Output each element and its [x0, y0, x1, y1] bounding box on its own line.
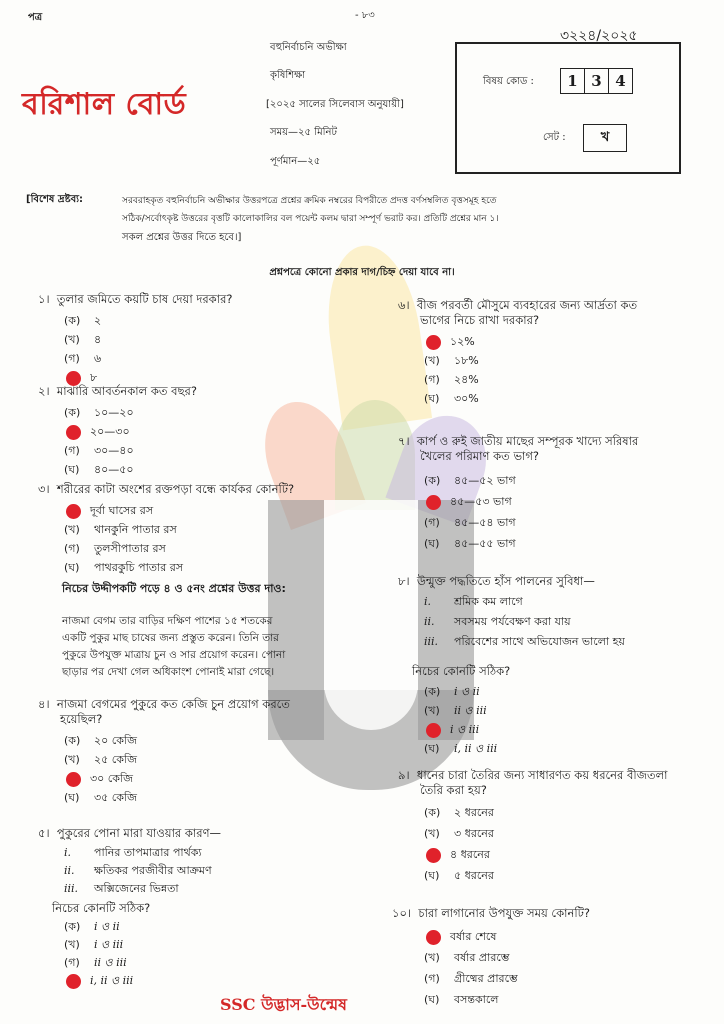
option [424, 989, 712, 1010]
statement-text: পানির তাপমাত্রার পার্থক্য [94, 846, 202, 859]
time: সময়—২৫ মিনিট [270, 127, 337, 138]
option-label: (ক) [64, 406, 81, 419]
answer-mark-icon [426, 495, 441, 510]
code-box [455, 42, 681, 174]
option-text: ৫ ধরনের [454, 869, 494, 882]
question-6 [398, 298, 708, 408]
option-text: ৪ [94, 333, 102, 346]
question-text: তৈরি করা হয়? [420, 783, 487, 797]
marks: পূর্ণমান—২৫ [270, 156, 321, 167]
answer-mark-icon [66, 974, 81, 989]
option-text: ২ [94, 314, 102, 327]
option-text: ৩৫ কেজি [94, 791, 137, 804]
option-text: ২০—৩০ [90, 425, 130, 438]
footer-brand: SSC উদ্ভাস-উন্মেষ [220, 995, 347, 1014]
question-text: পুকুরের পোনা মারা যাওয়ার কারণ— [56, 826, 222, 840]
option-label: (গ) [64, 444, 80, 457]
option [64, 750, 368, 769]
option-label: (খ) [424, 827, 440, 840]
option-text: ২০ কেজি [94, 734, 137, 747]
option [424, 533, 708, 554]
option [424, 512, 708, 533]
stimulus-line: ছাড়ার পর দেখা গেল অধিকাংশ পোনাই মারা গেছে। [62, 666, 275, 678]
option-text: ৩০% [454, 392, 479, 405]
option-text: গ্রীষ্মের প্রারম্ভে [454, 972, 518, 985]
question-10 [392, 906, 712, 1010]
option [424, 389, 708, 408]
board-title: বরিশাল বোর্ড [22, 87, 187, 122]
question-9 [398, 768, 708, 886]
option [424, 947, 712, 968]
option-text: ১০—২০ [94, 406, 134, 419]
answer-mark-icon [66, 772, 81, 787]
statement-roman: i. [424, 595, 432, 608]
option [64, 441, 348, 460]
option [424, 332, 708, 351]
option [424, 926, 712, 947]
option [424, 865, 708, 886]
option [424, 491, 708, 512]
question-text: উন্মুক্ত পদ্ধতিতে হাঁস পালনের সুবিধা— [416, 574, 595, 588]
option-text: ৮ [90, 371, 98, 384]
option-label: (ক) [424, 685, 441, 698]
option-label: (গ) [64, 542, 80, 555]
option [424, 470, 708, 491]
question-number: ৫। [38, 826, 50, 840]
answer-mark-icon [426, 335, 441, 350]
option [424, 968, 712, 989]
option-text: i ও ii [454, 685, 480, 698]
option [424, 701, 708, 720]
subject: কৃষিশিক্ষা [270, 70, 306, 81]
answer-mark-icon [426, 848, 441, 863]
question-text: মাঝারি আবর্তনকাল কত বছর? [56, 384, 197, 398]
question-4 [38, 697, 368, 807]
option-text: i ও iii [450, 723, 480, 736]
question-text: বীজ পরবর্তী মৌসুমে ব্যবহারের জন্য আর্দ্রতা কত [416, 298, 638, 312]
option-text: ৩ ধরনের [454, 827, 494, 840]
statement [424, 632, 708, 652]
option-text: ২ ধরনের [454, 806, 494, 819]
option-text: ১৮% [454, 354, 479, 367]
option-text: ৪ ধরনের [450, 848, 490, 861]
question-text: চারা লাগানোর উপযুক্ত সময় কোনটি? [418, 906, 591, 920]
question-text: ধানের চারা তৈরির জন্য সাধারণত কয় ধরনের বীজতলা [416, 768, 668, 782]
question-text: তুলার জমিতে কয়টি চাষ দেয়া দরকার? [56, 292, 233, 306]
option-text: ii ও iii [454, 704, 487, 717]
question-1 [38, 292, 348, 387]
option-label: (ক) [424, 474, 441, 487]
option-label: (ক) [64, 314, 81, 327]
statement [64, 880, 368, 898]
option-label: (খ) [64, 753, 80, 766]
option-text: বসন্তকালে [454, 993, 499, 1006]
code-digit: 1 [560, 68, 585, 94]
no-mark-note: প্রশ্নপত্রে কোনো প্রকার দাগ/চিহ্ন দেয়া যাবে না। [269, 267, 455, 278]
option-text: থানকুনি পাতার রস [94, 523, 177, 536]
option-label: (ঘ) [424, 869, 440, 882]
question-number: ৯। [398, 768, 410, 782]
statement [424, 612, 708, 632]
option [424, 370, 708, 389]
which-correct: নিচের কোনটি সঠিক? [412, 664, 511, 678]
option-label: (খ) [424, 354, 440, 367]
instructions-line: সরবরাহকৃত বহুনির্বাচনি অভীক্ষার উত্তরপত্রে প্রশ্নের ক্রমিক নম্বরের বিপরীতে প্রদত্ত বর্ণসম্বলিত বৃত্তসমূহ হতে [122, 196, 497, 206]
option [424, 720, 708, 739]
option [64, 731, 368, 750]
statement-roman: iii. [64, 882, 79, 895]
option-text: ৪৫—৫২ ভাগ [454, 474, 516, 487]
statement-roman: ii. [424, 615, 435, 628]
option-text: ৪৫—৫৩ ভাগ [450, 495, 512, 508]
option-label: (ঘ) [64, 463, 80, 476]
option [424, 823, 708, 844]
option-label: (খ) [64, 938, 80, 951]
option [64, 311, 348, 330]
statement-roman: ii. [64, 864, 75, 877]
question-2 [38, 384, 348, 479]
option-text: দূর্বা ঘাসের রস [90, 504, 154, 517]
option-label: (খ) [424, 951, 440, 964]
option [64, 918, 368, 936]
option-text: ২৪% [454, 373, 479, 386]
option-text: i, ii ও iii [454, 742, 498, 755]
instructions-line: সকল প্রশ্নের উত্তর দিতে হবে।] [122, 232, 242, 243]
page-label: পত্র [28, 12, 43, 23]
statement-text: শ্রমিক কম লাগে [454, 595, 523, 608]
option-label: (গ) [424, 972, 440, 985]
option-text: পাথরকুচি পাতার রস [94, 561, 184, 574]
option-label: (ঘ) [424, 392, 440, 405]
option-label: (ক) [424, 806, 441, 819]
question-number: ৬। [398, 298, 410, 312]
option [64, 349, 348, 368]
answer-mark-icon [66, 504, 81, 519]
option [424, 739, 708, 758]
option [64, 788, 368, 807]
option-label: (গ) [64, 352, 80, 365]
question-number: ৭। [398, 434, 410, 448]
option-label: (খ) [64, 523, 80, 536]
stimulus-line: একটি পুকুর মাছ চাষের জন্য প্রস্তুত করেন। তিনি তার [62, 632, 279, 644]
question-number: ৩। [38, 482, 50, 496]
question-number: ১০। [392, 906, 412, 920]
stimulus-line: পুকুরে উপযুক্ত মাত্রায় চুন ও সার প্রয়োগ করেন। পোনা [62, 649, 286, 661]
statement [64, 844, 368, 862]
question-7 [398, 434, 708, 554]
option [64, 936, 368, 954]
statement [64, 862, 368, 880]
option-label: (খ) [64, 333, 80, 346]
option [424, 844, 708, 865]
option-text: ৪৫—৫৪ ভাগ [454, 516, 516, 529]
option-label: (গ) [64, 956, 80, 969]
statement-text: অক্সিজেনের ভিন্নতা [94, 882, 179, 895]
subject-code-digits [561, 68, 633, 94]
question-number: ৮। [398, 574, 410, 588]
option [64, 501, 368, 520]
option-text: ২৫ কেজি [94, 753, 137, 766]
option [64, 954, 368, 972]
page-dash: - ৮৩ [355, 10, 375, 21]
question-text: হয়েছিল? [60, 712, 103, 726]
option-text: ৪০—৫০ [94, 463, 134, 476]
option-label: (ক) [64, 734, 81, 747]
statement-text: ক্ষতিকর পরজীবীর আক্রমণ [94, 864, 212, 877]
option [64, 330, 348, 349]
option-label: (গ) [424, 516, 440, 529]
question-3 [38, 482, 368, 577]
question-5 [38, 826, 368, 990]
instructions-line: সঠিক/সর্বোৎকৃষ্ট উত্তরের বৃত্তটি কালোকালির বল পয়েন্ট কলম দ্বারা সম্পূর্ণ ভরাট কর। প্রতিটি প্রশ্নের মান ১। [122, 214, 499, 224]
option-label: (ঘ) [424, 993, 440, 1006]
option-text: ৬ [94, 352, 102, 365]
code-digit: 4 [608, 68, 633, 94]
option [424, 802, 708, 823]
subject-code-label: বিষয় কোড : [483, 76, 534, 87]
statement-roman: i. [64, 846, 72, 859]
option-text: ৪৫—৫৫ ভাগ [454, 537, 516, 550]
option-text: ii ও iii [94, 956, 127, 969]
option-text: i ও iii [94, 938, 124, 951]
option [64, 558, 368, 577]
question-text: খৈলের পরিমাণ কত ভাগ? [420, 449, 540, 463]
option-label: (ক) [64, 920, 81, 933]
option-text: বর্ষার প্রারম্ভে [454, 951, 510, 964]
option [64, 539, 368, 558]
option [424, 682, 708, 701]
question-number: ৪। [38, 697, 50, 711]
question-number: ১। [38, 292, 50, 306]
code-digit: 3 [584, 68, 609, 94]
option-label: (খ) [424, 704, 440, 717]
option-text: ৩০—৪০ [94, 444, 134, 457]
option-text: ১২% [450, 335, 475, 348]
question-8 [398, 574, 708, 758]
stimulus [62, 580, 372, 681]
stimulus-line: নাজমা বেগম তার বাড়ির দক্ষিণ পাশের ১৫ শতকের [62, 615, 273, 627]
option [64, 769, 368, 788]
option-label: (গ) [424, 373, 440, 386]
answer-mark-icon [66, 425, 81, 440]
instructions [26, 190, 706, 252]
option-text: বর্ষার শেষে [450, 930, 497, 943]
option [424, 351, 708, 370]
option [64, 422, 348, 441]
option-label: (ঘ) [424, 742, 440, 755]
exam-type: বহুনির্বাচনি অভীক্ষা [270, 42, 347, 53]
statement-text: সবসময় পর্যবেক্ষণ করা যায় [454, 615, 571, 628]
option [64, 520, 368, 539]
statement [424, 592, 708, 612]
syllabus: [২০২৫ সালের সিলেবাস অনুযায়ী] [266, 99, 404, 110]
option [64, 460, 348, 479]
stimulus-heading: নিচের উদ্দীপকটি পড়ে ৪ ও ৫নং প্রশ্নের উত্তর দাও: [62, 582, 286, 595]
answer-mark-icon [426, 930, 441, 945]
question-text: ভাগের নিচে রাখা দরকার? [420, 313, 540, 327]
set-value: খ [583, 124, 627, 152]
option [64, 403, 348, 422]
option-label: (ঘ) [64, 791, 80, 804]
option-label: (ঘ) [64, 561, 80, 574]
question-text: শরীরের কাটা অংশের রক্তপড়া বন্ধে কার্যকর কোনটি? [56, 482, 295, 496]
option-text: ৩০ কেজি [90, 772, 133, 785]
question-text: নাজমা বেগমের পুকুরে কত কেজি চুন প্রয়োগ করতে [56, 697, 290, 711]
statement-roman: iii. [424, 635, 439, 648]
option-text: i ও ii [94, 920, 120, 933]
instructions-label: [বিশেষ দ্রষ্টব্য: [26, 194, 84, 205]
option [64, 972, 368, 990]
which-correct: নিচের কোনটি সঠিক? [52, 901, 151, 915]
answer-mark-icon [426, 723, 441, 738]
question-text: কার্প ও রুই জাতীয় মাছের সম্পূরক খাদ্যে সরিষার [416, 434, 639, 448]
option-label: (ঘ) [424, 537, 440, 550]
code-number: ৩২২৪/২০২৫ [560, 28, 638, 44]
option-text: i, ii ও iii [90, 974, 134, 987]
statement-text: পরিবেশের সাথে অভিযোজন ভালো হয় [454, 635, 625, 648]
option-text: তুলসীপাতার রস [94, 542, 166, 555]
question-number: ২। [38, 384, 50, 398]
set-label: সেট : [543, 132, 566, 143]
